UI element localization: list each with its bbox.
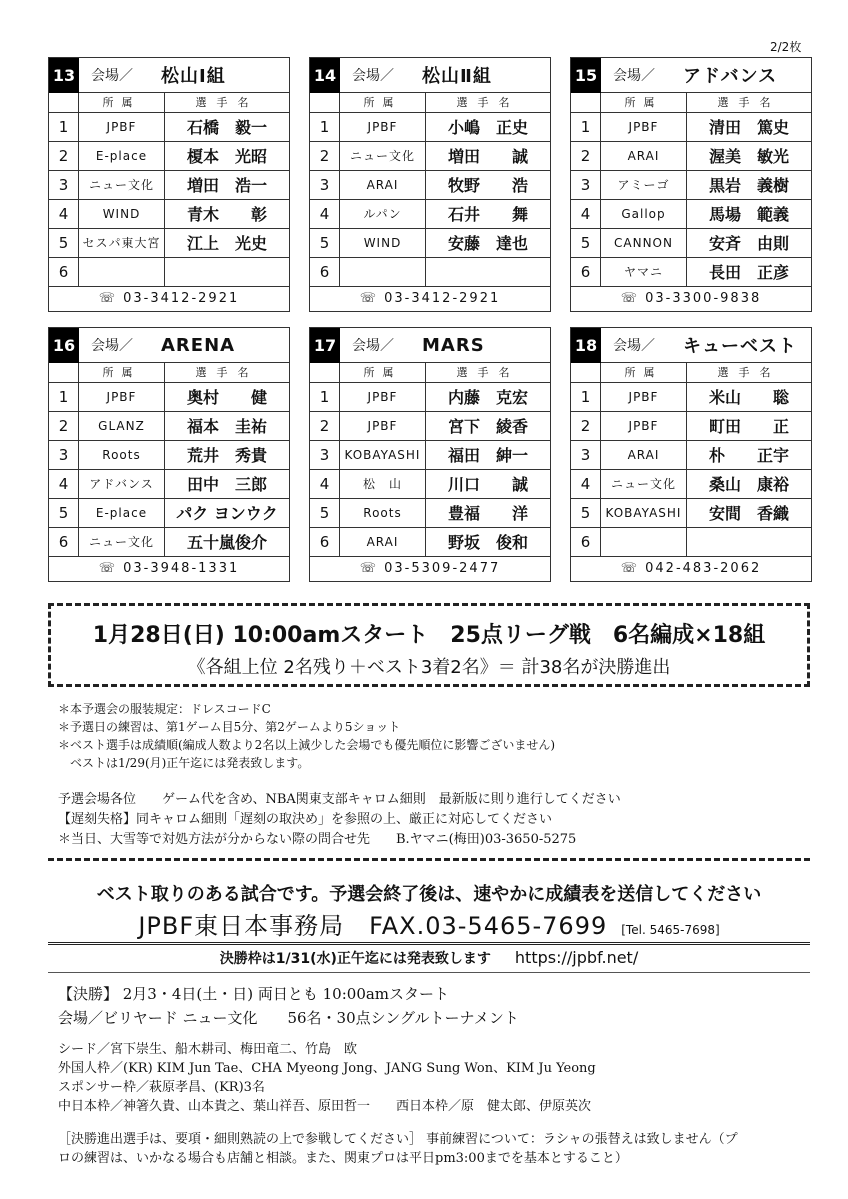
- player-name: 長田 正彦: [708, 263, 789, 282]
- venue-number: 13: [49, 58, 79, 93]
- player-affiliation: JPBF: [340, 113, 426, 141]
- player-affiliation: アドバンス: [79, 470, 165, 498]
- player-name: 黒岩 義樹: [708, 176, 789, 195]
- player-number: 6: [310, 258, 340, 286]
- player-affiliation: [79, 258, 165, 286]
- column-header: [49, 93, 289, 113]
- venue-number: 14: [310, 58, 340, 93]
- player-affiliation: ニュー文化: [79, 528, 165, 556]
- player-affiliation: JPBF: [340, 412, 426, 440]
- player-name: 朴 正宇: [708, 446, 789, 465]
- col-player: 選手名: [456, 366, 520, 379]
- player-name: 五十嵐俊介: [186, 533, 267, 552]
- final-line: 【決勝】 2月3・4日(土・日) 両日とも 10:00amスタート: [58, 985, 450, 1003]
- column-header: [571, 363, 811, 383]
- player-row: [49, 412, 289, 441]
- player-name: 牧野 浩: [447, 176, 528, 195]
- player-affiliation: ニュー文化: [340, 142, 426, 170]
- player-name: 宮下 綾香: [447, 417, 528, 436]
- player-row: [49, 258, 289, 287]
- venue-phone: ☏ 03-3300-9838: [620, 291, 762, 306]
- player-row: [310, 470, 550, 499]
- player-row: [49, 441, 289, 470]
- player-affiliation: ARAI: [340, 171, 426, 199]
- player-number: 1: [310, 113, 340, 141]
- player-number: 5: [571, 499, 601, 527]
- player-number: 2: [571, 412, 601, 440]
- venue-header: [571, 58, 811, 93]
- venue-header: [310, 328, 550, 363]
- venue-table: [48, 327, 290, 582]
- player-affiliation: JPBF: [601, 412, 687, 440]
- venue-table: [309, 327, 551, 582]
- seed-line: シード／宮下崇生、船木耕司、梅田竜二、竹島 欧: [58, 1042, 358, 1057]
- column-header: [571, 93, 811, 113]
- player-row: [571, 258, 811, 287]
- player-name: 福田 紳一: [447, 446, 528, 465]
- best-note: ベスト取りのある試合です。予選会終了後は、速やかに成績表を送信してください: [96, 884, 762, 905]
- venue-number: 15: [571, 58, 601, 93]
- divider: [48, 858, 810, 861]
- player-row: [310, 229, 550, 258]
- player-number: 5: [310, 499, 340, 527]
- player-name: 奥村 健: [186, 388, 267, 407]
- player-affiliation: [340, 258, 426, 286]
- player-affiliation: セスパ東大宮: [79, 229, 165, 257]
- player-row: [49, 142, 289, 171]
- player-number: 3: [571, 441, 601, 469]
- player-row: [310, 171, 550, 200]
- final-details: [58, 982, 818, 1030]
- player-row: [49, 499, 289, 528]
- rule-line: ＊当日、大雪等で対処方法が分からない際の問合せ先 B.ヤマニ(梅田)03-3650-5275: [58, 832, 577, 847]
- player-affiliation: Roots: [340, 499, 426, 527]
- player-name: [426, 258, 550, 286]
- player-affiliation: KOBAYASHI: [340, 441, 426, 469]
- player-number: 1: [571, 113, 601, 141]
- player-row: [49, 470, 289, 499]
- player-name: 田中 三郎: [186, 475, 267, 494]
- venue-name: アドバンス: [683, 66, 778, 87]
- col-affiliation: 所属: [340, 363, 426, 382]
- office-fax: JPBF東日本事務局 FAX.03-5465-7699: [138, 912, 608, 940]
- player-row: [310, 258, 550, 287]
- player-affiliation: CANNON: [601, 229, 687, 257]
- venue-table: [570, 327, 812, 582]
- player-row: [571, 383, 811, 412]
- player-number: 6: [571, 528, 601, 556]
- final-line: 会場／ビリヤード ニュー文化 56名・30点シングルトーナメント: [58, 1009, 519, 1027]
- player-name: 内藤 克宏: [447, 388, 528, 407]
- venue-table: [309, 57, 551, 312]
- player-name: 桑山 康裕: [708, 475, 789, 494]
- venue-label: 会場／: [613, 68, 655, 84]
- player-row: [571, 412, 811, 441]
- player-name: 清田 篤史: [708, 118, 789, 137]
- venue-table: [48, 57, 290, 312]
- col-player: 選手名: [717, 366, 781, 379]
- player-number: 3: [571, 171, 601, 199]
- player-row: [310, 499, 550, 528]
- venue-label: 会場／: [91, 338, 133, 354]
- venue-header: [49, 328, 289, 363]
- site-url-link[interactable]: https://jpbf.net/: [514, 948, 639, 967]
- column-header: [49, 363, 289, 383]
- venue-name: キューベスト: [683, 336, 797, 357]
- player-row: [310, 412, 550, 441]
- player-row: [310, 441, 550, 470]
- player-name: 小嶋 正史: [447, 118, 528, 137]
- player-number: 1: [49, 113, 79, 141]
- player-name: [687, 528, 811, 556]
- player-affiliation: ARAI: [601, 441, 687, 469]
- col-player: 選手名: [456, 96, 520, 109]
- player-affiliation: ARAI: [340, 528, 426, 556]
- column-header: [310, 93, 550, 113]
- venue-phone: ☏ 042-483-2062: [620, 561, 762, 576]
- player-name: [165, 258, 289, 286]
- note-line: ＊本予選会の服装規定：ドレスコードC: [58, 702, 271, 716]
- venue-name: ARENA: [161, 334, 236, 356]
- player-row: [49, 113, 289, 142]
- rule-line: 予選会場各位 ゲーム代を含め、NBA関東支部キャロム細則 最新版に則り進行してください: [58, 792, 621, 807]
- player-number: 5: [310, 229, 340, 257]
- player-name: 米山 聡: [708, 388, 789, 407]
- player-row: [49, 171, 289, 200]
- player-number: 5: [49, 499, 79, 527]
- player-number: 3: [49, 171, 79, 199]
- player-number: 4: [49, 200, 79, 228]
- player-affiliation: [601, 528, 687, 556]
- banner-line-2: 《各組上位 2名残り＋ベスト3着2名》＝ 計38名が決勝進出: [187, 657, 671, 678]
- player-number: 6: [49, 528, 79, 556]
- player-name: 馬場 範義: [708, 205, 789, 224]
- player-name: 豊福 洋: [447, 504, 528, 523]
- player-row: [310, 142, 550, 171]
- player-row: [571, 171, 811, 200]
- player-affiliation: E-place: [79, 142, 165, 170]
- player-row: [571, 229, 811, 258]
- venue-header: [571, 328, 811, 363]
- player-number: 2: [310, 412, 340, 440]
- venue-label: 会場／: [613, 338, 655, 354]
- player-row: [571, 113, 811, 142]
- player-number: 2: [310, 142, 340, 170]
- venue-phone: ☏ 03-5309-2477: [359, 561, 501, 576]
- player-row: [49, 528, 289, 557]
- player-number: 5: [571, 229, 601, 257]
- venue-table: [570, 57, 812, 312]
- note-line: ベストは1/29(月)正午迄には発表致します。: [58, 756, 310, 770]
- player-number: 3: [49, 441, 79, 469]
- player-affiliation: ルパン: [340, 200, 426, 228]
- col-player: 選手名: [195, 96, 259, 109]
- player-number: 6: [310, 528, 340, 556]
- player-name: 江上 光史: [186, 234, 267, 253]
- seed-line: スポンサー枠／萩原孝昌、(KR)3名: [58, 1080, 265, 1095]
- player-number: 2: [49, 142, 79, 170]
- player-affiliation: KOBAYASHI: [601, 499, 687, 527]
- player-number: 3: [310, 441, 340, 469]
- venue-label: 会場／: [352, 68, 394, 84]
- player-name: 石橋 毅一: [186, 118, 267, 137]
- venue-name: 松山Ⅱ組: [422, 66, 492, 87]
- player-affiliation: Roots: [79, 441, 165, 469]
- player-affiliation: JPBF: [79, 383, 165, 411]
- bottom-note: [58, 1130, 818, 1168]
- venue-number: 17: [310, 328, 340, 363]
- venue-number: 18: [571, 328, 601, 363]
- player-number: 4: [571, 470, 601, 498]
- col-affiliation: 所属: [601, 93, 687, 112]
- player-row: [571, 499, 811, 528]
- venue-phone: ☏ 03-3412-2921: [98, 291, 240, 306]
- page-count: 2/2枚: [770, 40, 802, 54]
- player-row: [49, 383, 289, 412]
- player-number: 2: [571, 142, 601, 170]
- player-number: 6: [571, 258, 601, 286]
- player-number: 1: [49, 383, 79, 411]
- col-affiliation: 所属: [79, 93, 165, 112]
- bottom-note-line: ロの練習は、いかなる場合も店舗と相談。また、関東プロは平日pm3:00までを基本とすること）: [58, 1151, 628, 1166]
- venue-name: MARS: [422, 334, 485, 356]
- player-number: 4: [310, 200, 340, 228]
- office-contact: [48, 906, 810, 941]
- col-player: 選手名: [195, 366, 259, 379]
- notes: [58, 700, 818, 772]
- player-affiliation: GLANZ: [79, 412, 165, 440]
- player-row: [571, 142, 811, 171]
- player-row: [310, 113, 550, 142]
- player-affiliation: JPBF: [340, 383, 426, 411]
- player-affiliation: ヤマニ: [601, 258, 687, 286]
- seed-line: 外国人枠／(KR) KIM Jun Tae、CHA Myeong Jong、JANG Sung Won、KIM Ju Yeong: [58, 1061, 596, 1076]
- player-name: 安間 香織: [708, 504, 789, 523]
- rules: [58, 790, 818, 850]
- office-tel: [Tel. 5465-7698]: [621, 923, 720, 937]
- player-name: 増田 浩一: [186, 176, 267, 195]
- player-affiliation: WIND: [79, 200, 165, 228]
- player-name: 安藤 達也: [447, 234, 528, 253]
- schedule-banner: [48, 603, 810, 687]
- player-number: 4: [49, 470, 79, 498]
- player-row: [571, 200, 811, 229]
- player-row: [49, 229, 289, 258]
- player-affiliation: ニュー文化: [601, 470, 687, 498]
- note-line: ＊ベスト選手は成績順(編成人数より2名以上減少した会場でも優先順位に影響ございません): [58, 738, 556, 752]
- player-row: [571, 470, 811, 499]
- player-affiliation: E-place: [79, 499, 165, 527]
- divider: [48, 942, 810, 945]
- banner-line-1: 1月28日(日) 10:00amスタート 25点リーグ戦 6名編成×18組: [92, 623, 766, 648]
- player-row: [571, 528, 811, 557]
- venue-phone: ☏ 03-3948-1331: [98, 561, 240, 576]
- player-row: [310, 383, 550, 412]
- venue-label: 会場／: [352, 338, 394, 354]
- player-name: 青木 彰: [186, 205, 267, 224]
- player-row: [310, 200, 550, 229]
- player-number: 4: [310, 470, 340, 498]
- col-affiliation: 所属: [340, 93, 426, 112]
- player-name: 増田 誠: [447, 147, 528, 166]
- player-affiliation: JPBF: [79, 113, 165, 141]
- seeds: [58, 1040, 818, 1116]
- player-number: 1: [571, 383, 601, 411]
- player-affiliation: ニュー文化: [79, 171, 165, 199]
- venue-header: [310, 58, 550, 93]
- column-header: [310, 363, 550, 383]
- final-announcement: [48, 948, 810, 968]
- player-name: 渥美 敏光: [708, 147, 789, 166]
- player-number: 1: [310, 383, 340, 411]
- player-name: 石井 舞: [447, 205, 528, 224]
- player-row: [310, 528, 550, 557]
- player-name: 野坂 俊和: [447, 533, 528, 552]
- player-name: 福本 圭祐: [186, 417, 267, 436]
- player-affiliation: WIND: [340, 229, 426, 257]
- player-row: [49, 200, 289, 229]
- venue-header: [49, 58, 289, 93]
- player-affiliation: Gallop: [601, 200, 687, 228]
- player-affiliation: JPBF: [601, 383, 687, 411]
- venue-name: 松山Ⅰ組: [161, 66, 226, 87]
- divider: [48, 972, 810, 973]
- player-affiliation: ARAI: [601, 142, 687, 170]
- venue-number: 16: [49, 328, 79, 363]
- player-name: 川口 誠: [447, 475, 528, 494]
- player-row: [571, 441, 811, 470]
- player-name: 榎本 光昭: [186, 147, 267, 166]
- seed-line: 中日本枠／神箸久貴、山本貴之、葉山祥吾、原田哲一 西日本枠／原 健太郎、伊原英次: [58, 1099, 592, 1114]
- venue-label: 会場／: [91, 68, 133, 84]
- player-affiliation: JPBF: [601, 113, 687, 141]
- player-name: 荒井 秀貴: [186, 446, 267, 465]
- note-line: ＊予選日の練習は、第1ゲーム目5分、第2ゲームより5ショット: [58, 720, 401, 734]
- player-number: 5: [49, 229, 79, 257]
- rule-line: 【遅刻失格】同キャロム細則「遅刻の取決め」を参照の上、厳正に対応してください: [58, 812, 553, 827]
- col-player: 選手名: [717, 96, 781, 109]
- venue-phone: ☏ 03-3412-2921: [359, 291, 501, 306]
- player-number: 6: [49, 258, 79, 286]
- player-number: 3: [310, 171, 340, 199]
- bottom-note-line: ［決勝進出選手は、要項・細則熟読の上で参戦してください］ 事前練習について：ラシャの張替えは致しません（プ: [58, 1132, 738, 1147]
- final-announce-text: 決勝枠は1/31(水)正午迄には発表致します: [219, 951, 491, 967]
- player-affiliation: 松 山: [340, 470, 426, 498]
- col-affiliation: 所属: [79, 363, 165, 382]
- player-name: 安斉 由則: [708, 234, 789, 253]
- player-name: 町田 正: [708, 417, 789, 436]
- player-name: パク ヨンウク: [176, 504, 278, 523]
- player-number: 2: [49, 412, 79, 440]
- player-number: 4: [571, 200, 601, 228]
- col-affiliation: 所属: [601, 363, 687, 382]
- player-affiliation: アミーゴ: [601, 171, 687, 199]
